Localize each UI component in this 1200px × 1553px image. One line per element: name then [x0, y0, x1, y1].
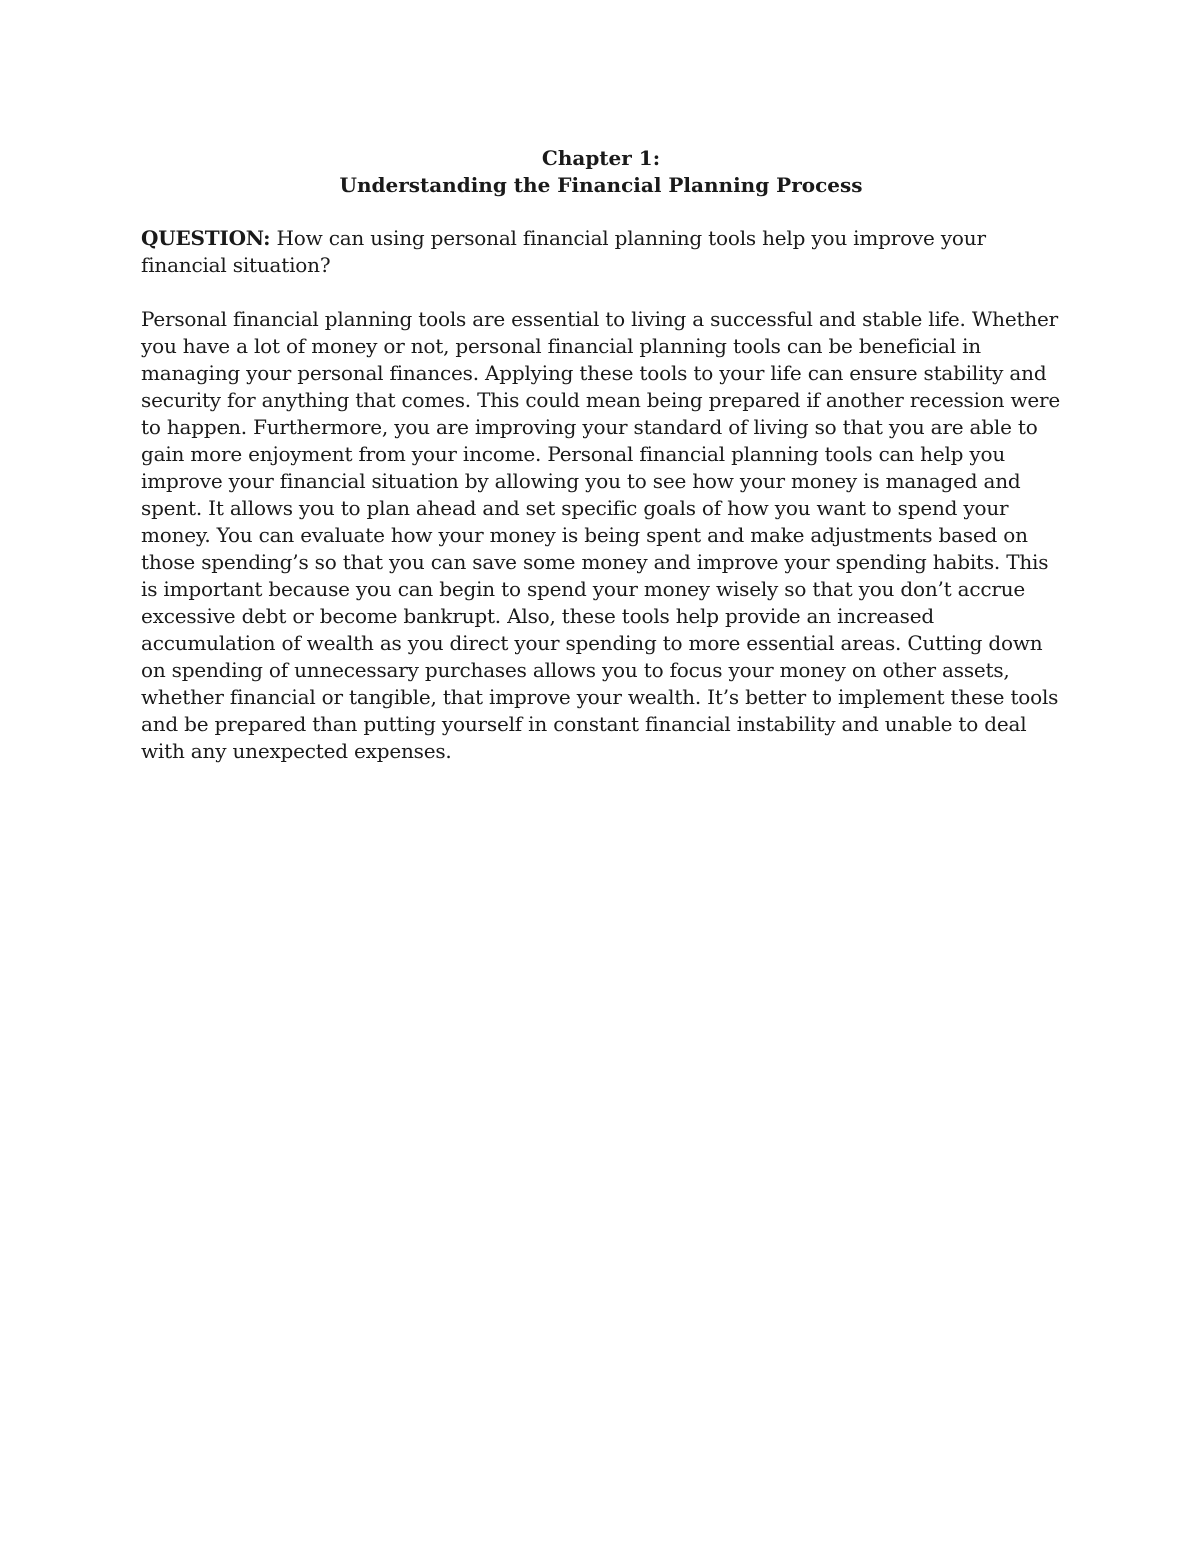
chapter-title: Understanding the Financial Planning Process — [339, 173, 863, 197]
answer-paragraph: Personal financial planning tools are essential to living a successful and stable life. Whether you have a lot of money or not, personal financial planning tools can be beneficial in managing your personal finances. Applying these tools to your life can ensure stability and security for anything that comes. This could mean being prepared if another recession were to happen. Furthermore, you are improving your standard of living so that you are able to gain more enjoyment from your income. Personal financial planning tools can help you improve your financial situation by allowing you to see how your money is managed and spent. It allows you to plan ahead and set specific goals of how you want to spend your money. You can evaluate how your money is being spent and make adjustments based on those spending’s so that you can save some money and improve your spending habits. This is important because you can begin to spend your money wisely so that you don’t accrue excessive debt or become bankrupt. Also, these tools help provide an increased accumulation of wealth as you direct your spending to more essential areas. Cutting down on spending of unnecessary purchases allows you to focus your money on other assets, whether financial or tangible, that improve your wealth. It’s better to implement these tools and be prepared than putting yourself in constant financial instability and unable to deal with any unexpected expenses. — [141, 307, 1061, 763]
question-text: How can using personal financial planning tools help you improve your financial situation? — [141, 226, 986, 277]
question-paragraph — [141, 225, 1061, 279]
chapter-heading: Chapter 1: — [541, 146, 661, 170]
document-content — [141, 145, 1061, 785]
question-label: QUESTION: — [141, 226, 271, 250]
chapter-title-block — [141, 145, 1061, 199]
